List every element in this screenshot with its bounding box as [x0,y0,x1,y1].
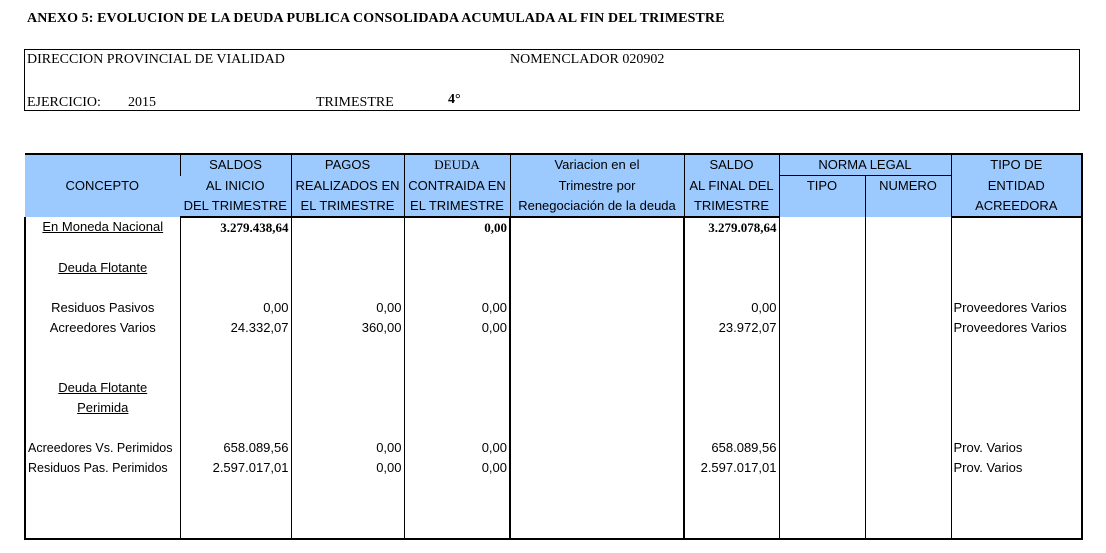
saldo-inicio-cell: 2.597.017,01 [180,458,291,478]
entidad-cell: Prov. Varios [951,458,1082,478]
header-pagos-2: REALIZADOS EN [291,176,404,196]
ejercicio-label: EJERCICIO: [27,95,101,110]
saldo-inicio-cell: 658.089,56 [180,438,291,458]
header-deuda-2: CONTRAIDA EN [404,176,510,196]
header-saldos-3: DEL TRIMESTRE [180,196,291,217]
page-title: ANEXO 5: EVOLUCION DE LA DEUDA PUBLICA CONSOLIDADA ACUMULADA AL FIN DEL TRIMESTRE [27,11,725,26]
header-variacion-3: Renegociación de la deuda [510,196,684,217]
header-deuda-1: DEUDA [404,154,510,176]
concepto-deuda-flotante-perimida-1: Deuda Flotante [25,378,180,398]
table-row [25,278,1082,298]
saldo-inicio-cell: 0,00 [180,298,291,318]
header-tipo-entidad-2: ENTIDAD [951,176,1082,196]
header-variacion-2: Trimestre por [510,176,684,196]
header-concepto: CONCEPTO [25,154,180,217]
header-deuda-3: EL TRIMESTRE [404,196,510,217]
concepto-moneda-nacional: En Moneda Nacional [25,217,180,238]
entidad-cell: Proveedores Varios [951,318,1082,338]
deuda-cell: 0,00 [404,318,510,338]
table-row [25,338,1082,358]
saldo-final-cell: 658.089,56 [684,438,779,458]
table-row [25,458,1082,478]
header-norma-legal: NORMA LEGAL [779,154,951,176]
organismo-label: DIRECCION PROVINCIAL DE VIALIDAD [27,52,285,67]
table-row [25,518,1082,539]
concepto-cell: Residuos Pas. Perimidos [25,458,180,478]
pagos-cell: 360,00 [291,318,404,338]
ejercicio-value: 2015 [128,95,156,110]
concepto-cell: Acreedores Varios [25,318,180,338]
header-saldo-final-1: SALDO [684,154,779,176]
concepto-deuda-flotante-perimida-2: Perimida [25,398,180,418]
header-saldo-final-3: TRIMESTRE [684,196,779,217]
header-tipo: TIPO [779,176,865,217]
entidad-cell: Prov. Varios [951,438,1082,458]
table-row [25,318,1082,338]
pagos-cell: 0,00 [291,438,404,458]
header-numero: NUMERO [865,176,951,217]
concepto-deuda-flotante: Deuda Flotante [25,258,180,278]
header-variacion-1: Variacion en el [510,154,684,176]
deuda-cell: 0,00 [404,298,510,318]
table-row [25,438,1082,458]
saldo-final-cell: 23.972,07 [684,318,779,338]
table-row [25,217,1082,238]
concepto-cell: Acreedores Vs. Perimidos [25,438,180,458]
saldo-final-cell: 3.279.078,64 [684,217,779,238]
table-row [25,398,1082,418]
table-row [25,498,1082,518]
nomenclador-label: NOMENCLADOR 020902 [510,52,665,67]
info-box [24,49,1080,111]
deuda-cell: 0,00 [404,438,510,458]
header-saldo-final-2: AL FINAL DEL [684,176,779,196]
pagos-cell: 0,00 [291,458,404,478]
pagos-cell: 0,00 [291,298,404,318]
table-row [25,298,1082,318]
header-saldos-1: SALDOS [180,154,291,176]
deuda-cell: 0,00 [404,458,510,478]
saldo-final-cell: 0,00 [684,298,779,318]
table-row [25,238,1082,258]
concepto-cell: Residuos Pasivos [25,298,180,318]
table-row [25,258,1082,278]
header-pagos-3: EL TRIMESTRE [291,196,404,217]
saldo-inicio-cell: 3.279.438,64 [180,217,291,238]
saldo-inicio-cell: 24.332,07 [180,318,291,338]
header-pagos-1: PAGOS [291,154,404,176]
trimestre-label: TRIMESTRE [316,95,394,110]
deuda-cell: 0,00 [404,217,510,238]
saldo-final-cell: 2.597.017,01 [684,458,779,478]
header-saldos-2: AL INICIO [180,176,291,196]
trimestre-value: 4° [448,92,461,107]
table-row [25,358,1082,378]
header-tipo-entidad-3: ACREEDORA [951,196,1082,217]
table-row [25,478,1082,498]
table-row [25,418,1082,438]
table-row [25,378,1082,398]
entidad-cell: Proveedores Varios [951,298,1082,318]
header-tipo-entidad-1: TIPO DE [951,154,1082,176]
deuda-table [24,153,1083,540]
